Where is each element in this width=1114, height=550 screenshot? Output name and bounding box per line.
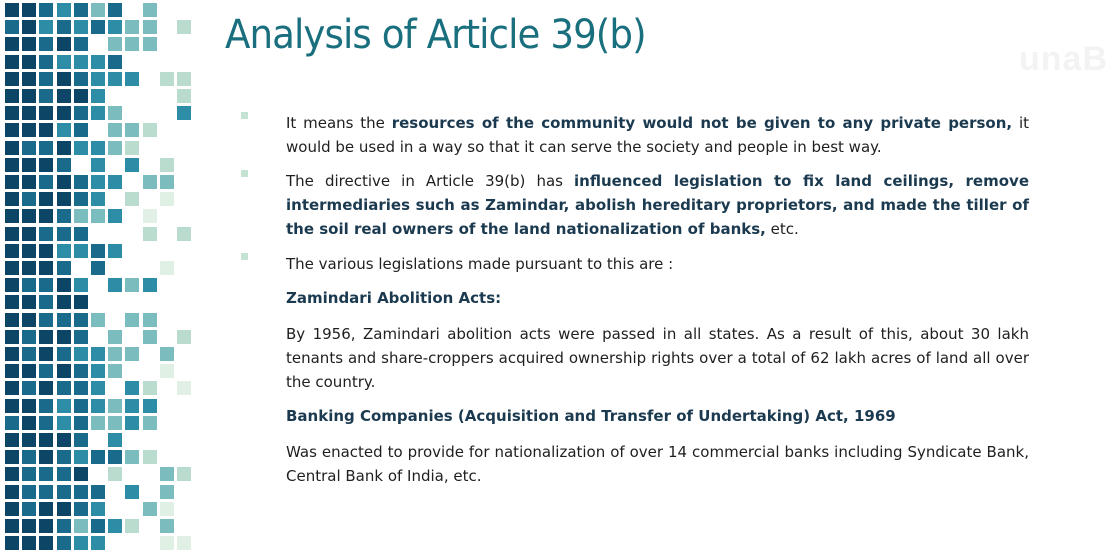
mosaic-tile bbox=[74, 106, 88, 120]
mosaic-tile bbox=[57, 158, 71, 172]
mosaic-tile bbox=[125, 123, 139, 137]
mosaic-tile bbox=[91, 450, 105, 464]
mosaic-tile bbox=[108, 3, 122, 17]
mosaic-tile bbox=[108, 330, 122, 344]
mosaic-tile bbox=[125, 278, 139, 292]
bullet-bold-text: resources of the community would not be given to any private person, bbox=[391, 114, 1013, 132]
mosaic-tile bbox=[57, 123, 71, 137]
mosaic-tile bbox=[22, 192, 36, 206]
mosaic-tile bbox=[39, 467, 53, 481]
mosaic-tile bbox=[39, 450, 53, 464]
mosaic-tile bbox=[143, 37, 157, 51]
mosaic-tile bbox=[22, 278, 36, 292]
mosaic-tile bbox=[74, 123, 88, 137]
mosaic-tile bbox=[91, 3, 105, 17]
mosaic-tile bbox=[91, 536, 105, 550]
mosaic-tile bbox=[39, 192, 53, 206]
mosaic-tile bbox=[108, 106, 122, 120]
mosaic-tile bbox=[39, 295, 53, 309]
mosaic-tile bbox=[108, 244, 122, 258]
bullet-bold-text: influenced legislation to fix land ceilings, remove intermediaries such as Zamindar, abolish hereditary proprietors, and made the tiller of the soil real owners of the land nationalization of banks, bbox=[286, 172, 1029, 238]
mosaic-tile bbox=[125, 450, 139, 464]
mosaic-tile bbox=[91, 20, 105, 34]
mosaic-tile bbox=[39, 141, 53, 155]
mosaic-tile bbox=[160, 519, 174, 533]
mosaic-tile bbox=[74, 313, 88, 327]
mosaic-tile bbox=[74, 399, 88, 413]
mosaic-tile bbox=[143, 175, 157, 189]
mosaic-tile bbox=[39, 175, 53, 189]
mosaic-tile bbox=[5, 106, 19, 120]
mosaic-tile bbox=[22, 433, 36, 447]
mosaic-tile bbox=[22, 485, 36, 499]
mosaic-tile bbox=[39, 519, 53, 533]
mosaic-tile bbox=[39, 502, 53, 516]
mosaic-tile bbox=[5, 227, 19, 241]
mosaic-tile bbox=[22, 347, 36, 361]
mosaic-tile bbox=[74, 89, 88, 103]
bullet-text: The various legislations made pursuant to this are : bbox=[286, 255, 674, 273]
mosaic-tile bbox=[160, 192, 174, 206]
mosaic-tile bbox=[22, 89, 36, 103]
mosaic-tile bbox=[22, 3, 36, 17]
mosaic-tile bbox=[143, 502, 157, 516]
mosaic-tile bbox=[39, 209, 53, 223]
mosaic-tile bbox=[5, 536, 19, 550]
mosaic-tile bbox=[91, 55, 105, 69]
mosaic-tile bbox=[143, 416, 157, 430]
mosaic-tile bbox=[57, 106, 71, 120]
mosaic-tile bbox=[160, 347, 174, 361]
mosaic-tile bbox=[57, 244, 71, 258]
mosaic-tile bbox=[91, 485, 105, 499]
section-heading-banking: Banking Companies (Acquisition and Transfer of Undertaking) Act, 1969 bbox=[286, 407, 896, 425]
mosaic-tile bbox=[39, 3, 53, 17]
bullet-point-1 bbox=[286, 111, 1029, 159]
decorative-tile-mosaic bbox=[0, 0, 190, 540]
mosaic-tile bbox=[39, 485, 53, 499]
mosaic-tile bbox=[57, 295, 71, 309]
mosaic-tile bbox=[57, 347, 71, 361]
mosaic-tile bbox=[108, 519, 122, 533]
mosaic-tile bbox=[39, 106, 53, 120]
mosaic-tile bbox=[22, 72, 36, 86]
mosaic-tile bbox=[22, 313, 36, 327]
mosaic-tile bbox=[57, 399, 71, 413]
mosaic-tile bbox=[39, 399, 53, 413]
mosaic-tile bbox=[108, 467, 122, 481]
mosaic-tile bbox=[22, 209, 36, 223]
mosaic-tile bbox=[5, 158, 19, 172]
mosaic-tile bbox=[39, 72, 53, 86]
mosaic-tile bbox=[5, 37, 19, 51]
mosaic-tile bbox=[125, 519, 139, 533]
mosaic-tile bbox=[5, 467, 19, 481]
mosaic-tile bbox=[22, 467, 36, 481]
mosaic-tile bbox=[22, 399, 36, 413]
mosaic-tile bbox=[143, 450, 157, 464]
mosaic-tile bbox=[5, 313, 19, 327]
mosaic-tile bbox=[39, 381, 53, 395]
mosaic-tile bbox=[5, 330, 19, 344]
bullet-square-icon bbox=[241, 170, 248, 177]
mosaic-tile bbox=[57, 192, 71, 206]
mosaic-tile bbox=[91, 364, 105, 378]
mosaic-tile bbox=[160, 485, 174, 499]
mosaic-tile bbox=[177, 536, 191, 550]
mosaic-tile bbox=[39, 347, 53, 361]
mosaic-tile bbox=[74, 485, 88, 499]
mosaic-tile bbox=[5, 450, 19, 464]
mosaic-tile bbox=[22, 175, 36, 189]
mosaic-tile bbox=[74, 381, 88, 395]
mosaic-tile bbox=[74, 278, 88, 292]
mosaic-tile bbox=[125, 416, 139, 430]
mosaic-tile bbox=[57, 519, 71, 533]
mosaic-tile bbox=[108, 278, 122, 292]
mosaic-tile bbox=[91, 158, 105, 172]
mosaic-tile bbox=[177, 72, 191, 86]
mosaic-tile bbox=[22, 330, 36, 344]
mosaic-tile bbox=[125, 20, 139, 34]
mosaic-tile bbox=[5, 416, 19, 430]
mosaic-tile bbox=[74, 20, 88, 34]
mosaic-tile bbox=[5, 502, 19, 516]
mosaic-tile bbox=[108, 416, 122, 430]
mosaic-tile bbox=[57, 141, 71, 155]
slide-content bbox=[286, 111, 1029, 488]
mosaic-tile bbox=[39, 158, 53, 172]
mosaic-tile bbox=[125, 192, 139, 206]
mosaic-tile bbox=[39, 123, 53, 137]
mosaic-tile bbox=[108, 141, 122, 155]
mosaic-tile bbox=[5, 399, 19, 413]
mosaic-tile bbox=[160, 502, 174, 516]
mosaic-tile bbox=[74, 467, 88, 481]
mosaic-tile bbox=[39, 37, 53, 51]
mosaic-tile bbox=[74, 55, 88, 69]
mosaic-tile bbox=[57, 20, 71, 34]
mosaic-tile bbox=[108, 364, 122, 378]
mosaic-tile bbox=[22, 227, 36, 241]
mosaic-tile bbox=[91, 347, 105, 361]
mosaic-tile bbox=[57, 3, 71, 17]
mosaic-tile bbox=[39, 536, 53, 550]
mosaic-tile bbox=[39, 433, 53, 447]
mosaic-tile bbox=[108, 72, 122, 86]
mosaic-tile bbox=[160, 72, 174, 86]
mosaic-tile bbox=[74, 209, 88, 223]
mosaic-tile bbox=[22, 295, 36, 309]
mosaic-tile bbox=[143, 20, 157, 34]
mosaic-tile bbox=[22, 37, 36, 51]
mosaic-tile bbox=[177, 227, 191, 241]
mosaic-tile bbox=[39, 313, 53, 327]
mosaic-tile bbox=[160, 467, 174, 481]
mosaic-tile bbox=[74, 244, 88, 258]
mosaic-tile bbox=[57, 381, 71, 395]
mosaic-tile bbox=[91, 381, 105, 395]
mosaic-tile bbox=[143, 227, 157, 241]
section-text-zamindari: By 1956, Zamindari abolition acts were passed in all states. As a result of this, about 30 lakh tenants and share-croppers acquired ownership rights over a total of 62 lakh acres of land all over the country. bbox=[286, 325, 1029, 391]
mosaic-tile bbox=[39, 416, 53, 430]
mosaic-tile bbox=[74, 347, 88, 361]
mosaic-tile bbox=[143, 399, 157, 413]
mosaic-tile bbox=[22, 55, 36, 69]
mosaic-tile bbox=[22, 158, 36, 172]
mosaic-tile bbox=[5, 347, 19, 361]
section-text-banking: Was enacted to provide for nationalization of over 14 commercial banks including Syndicate Bank, Central Bank of India, etc. bbox=[286, 443, 1029, 485]
mosaic-tile bbox=[57, 450, 71, 464]
bullet-text: The directive in Article 39(b) has bbox=[286, 172, 575, 190]
mosaic-tile bbox=[5, 244, 19, 258]
mosaic-tile bbox=[5, 192, 19, 206]
bullet-point-2 bbox=[286, 169, 1029, 241]
mosaic-tile bbox=[5, 3, 19, 17]
mosaic-tile bbox=[91, 416, 105, 430]
mosaic-tile bbox=[57, 467, 71, 481]
mosaic-tile bbox=[91, 192, 105, 206]
mosaic-tile bbox=[57, 416, 71, 430]
mosaic-tile bbox=[39, 330, 53, 344]
mosaic-tile bbox=[57, 485, 71, 499]
mosaic-tile bbox=[74, 141, 88, 155]
mosaic-tile bbox=[39, 278, 53, 292]
mosaic-tile bbox=[5, 141, 19, 155]
mosaic-tile bbox=[39, 364, 53, 378]
mosaic-tile bbox=[57, 261, 71, 275]
mosaic-tile bbox=[74, 72, 88, 86]
mosaic-tile bbox=[108, 347, 122, 361]
mosaic-tile bbox=[125, 313, 139, 327]
mosaic-tile bbox=[108, 399, 122, 413]
mosaic-tile bbox=[74, 502, 88, 516]
mosaic-tile bbox=[108, 37, 122, 51]
mosaic-tile bbox=[143, 278, 157, 292]
bullet-square-icon bbox=[241, 112, 248, 119]
mosaic-tile bbox=[22, 502, 36, 516]
mosaic-tile bbox=[108, 433, 122, 447]
mosaic-tile bbox=[74, 295, 88, 309]
mosaic-tile bbox=[125, 381, 139, 395]
mosaic-tile bbox=[91, 399, 105, 413]
mosaic-tile bbox=[22, 20, 36, 34]
mosaic-tile bbox=[5, 72, 19, 86]
mosaic-tile bbox=[125, 158, 139, 172]
mosaic-tile bbox=[57, 227, 71, 241]
mosaic-tile bbox=[91, 519, 105, 533]
mosaic-tile bbox=[177, 20, 191, 34]
mosaic-tile bbox=[22, 261, 36, 275]
mosaic-tile bbox=[108, 175, 122, 189]
mosaic-tile bbox=[5, 485, 19, 499]
mosaic-tile bbox=[74, 433, 88, 447]
mosaic-tile bbox=[5, 295, 19, 309]
mosaic-tile bbox=[22, 536, 36, 550]
mosaic-tile bbox=[57, 89, 71, 103]
mosaic-tile bbox=[57, 364, 71, 378]
mosaic-tile bbox=[143, 313, 157, 327]
mosaic-tile bbox=[5, 519, 19, 533]
mosaic-tile bbox=[91, 89, 105, 103]
mosaic-tile bbox=[22, 381, 36, 395]
mosaic-tile bbox=[177, 89, 191, 103]
mosaic-tile bbox=[74, 519, 88, 533]
mosaic-tile bbox=[39, 261, 53, 275]
mosaic-tile bbox=[91, 313, 105, 327]
mosaic-tile bbox=[160, 175, 174, 189]
mosaic-tile bbox=[74, 192, 88, 206]
mosaic-tile bbox=[57, 55, 71, 69]
mosaic-tile bbox=[22, 416, 36, 430]
mosaic-tile bbox=[125, 37, 139, 51]
mosaic-tile bbox=[143, 3, 157, 17]
mosaic-tile bbox=[5, 175, 19, 189]
mosaic-tile bbox=[177, 381, 191, 395]
mosaic-tile bbox=[91, 209, 105, 223]
mosaic-tile bbox=[74, 3, 88, 17]
mosaic-tile bbox=[57, 72, 71, 86]
mosaic-tile bbox=[108, 20, 122, 34]
mosaic-tile bbox=[91, 261, 105, 275]
mosaic-tile bbox=[57, 313, 71, 327]
mosaic-tile bbox=[22, 141, 36, 155]
bullet-text: etc. bbox=[765, 220, 799, 238]
mosaic-tile bbox=[57, 433, 71, 447]
mosaic-tile bbox=[5, 209, 19, 223]
bullet-point-3 bbox=[286, 252, 1029, 276]
mosaic-tile bbox=[22, 519, 36, 533]
mosaic-tile bbox=[74, 330, 88, 344]
mosaic-tile bbox=[57, 175, 71, 189]
mosaic-tile bbox=[39, 244, 53, 258]
mosaic-tile bbox=[74, 536, 88, 550]
mosaic-tile bbox=[91, 175, 105, 189]
bullet-square-icon bbox=[241, 253, 248, 260]
mosaic-tile bbox=[57, 209, 71, 223]
mosaic-tile bbox=[108, 450, 122, 464]
mosaic-tile bbox=[74, 450, 88, 464]
mosaic-tile bbox=[74, 37, 88, 51]
mosaic-tile bbox=[177, 330, 191, 344]
mosaic-tile bbox=[125, 141, 139, 155]
mosaic-tile bbox=[5, 20, 19, 34]
mosaic-tile bbox=[91, 141, 105, 155]
mosaic-tile bbox=[74, 364, 88, 378]
mosaic-tile bbox=[5, 433, 19, 447]
mosaic-tile bbox=[143, 209, 157, 223]
mosaic-tile bbox=[74, 416, 88, 430]
mosaic-tile bbox=[5, 89, 19, 103]
mosaic-tile bbox=[143, 123, 157, 137]
mosaic-tile bbox=[5, 364, 19, 378]
mosaic-tile bbox=[5, 278, 19, 292]
mosaic-tile bbox=[160, 536, 174, 550]
mosaic-tile bbox=[91, 244, 105, 258]
mosaic-tile bbox=[143, 330, 157, 344]
mosaic-tile bbox=[160, 261, 174, 275]
mosaic-tile bbox=[39, 89, 53, 103]
mosaic-tile bbox=[91, 72, 105, 86]
mosaic-tile bbox=[39, 227, 53, 241]
mosaic-tile bbox=[39, 20, 53, 34]
mosaic-tile bbox=[108, 209, 122, 223]
mosaic-tile bbox=[160, 364, 174, 378]
bullet-text: It means the bbox=[286, 114, 392, 132]
bullet-text: it would be used in a way so that it can serve the society and people in best way. bbox=[286, 114, 1029, 156]
mosaic-tile bbox=[57, 536, 71, 550]
mosaic-tile bbox=[57, 278, 71, 292]
mosaic-tile bbox=[39, 55, 53, 69]
mosaic-tile bbox=[5, 261, 19, 275]
mosaic-tile bbox=[5, 55, 19, 69]
mosaic-tile bbox=[5, 381, 19, 395]
mosaic-tile bbox=[22, 123, 36, 137]
mosaic-tile bbox=[22, 244, 36, 258]
slide-title: Analysis of Article 39(b) bbox=[225, 12, 646, 58]
mosaic-tile bbox=[5, 123, 19, 137]
mosaic-tile bbox=[57, 502, 71, 516]
mosaic-tile bbox=[57, 37, 71, 51]
mosaic-tile bbox=[125, 347, 139, 361]
mosaic-tile bbox=[22, 106, 36, 120]
mosaic-tile bbox=[91, 502, 105, 516]
mosaic-tile bbox=[177, 106, 191, 120]
mosaic-tile bbox=[125, 72, 139, 86]
watermark-logo: unaB bbox=[1019, 40, 1108, 78]
mosaic-tile bbox=[108, 123, 122, 137]
mosaic-tile bbox=[160, 158, 174, 172]
mosaic-tile bbox=[91, 106, 105, 120]
mosaic-tile bbox=[22, 450, 36, 464]
mosaic-tile bbox=[108, 55, 122, 69]
mosaic-tile bbox=[177, 467, 191, 481]
mosaic-tile bbox=[57, 330, 71, 344]
mosaic-tile bbox=[74, 227, 88, 241]
mosaic-tile bbox=[125, 485, 139, 499]
mosaic-tile bbox=[125, 399, 139, 413]
mosaic-tile bbox=[143, 381, 157, 395]
section-heading-zamindari: Zamindari Abolition Acts: bbox=[286, 289, 502, 307]
mosaic-tile bbox=[74, 175, 88, 189]
mosaic-tile bbox=[22, 364, 36, 378]
